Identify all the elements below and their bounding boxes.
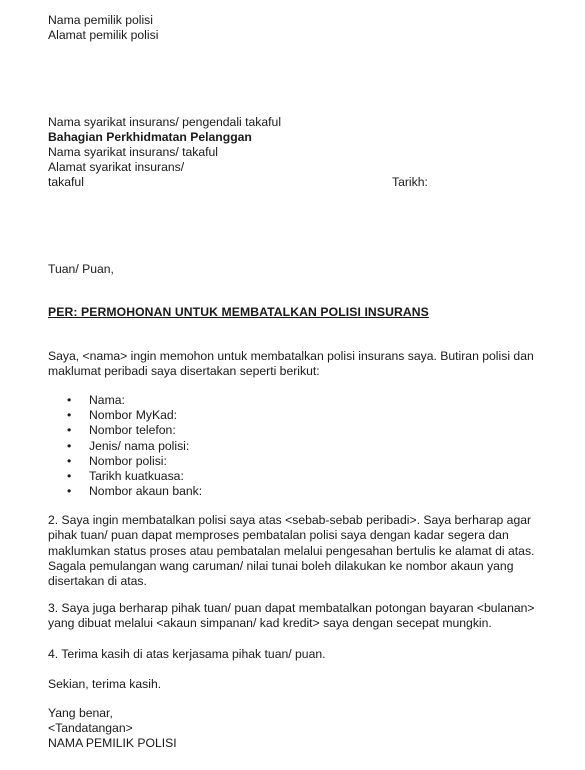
list-item bbox=[48, 484, 202, 499]
list-item bbox=[48, 408, 202, 423]
signoff-name: NAMA PEMILIK POLISI bbox=[48, 736, 177, 750]
list-item bbox=[48, 439, 202, 454]
bullet-icon: • bbox=[67, 453, 72, 468]
bullet-icon: • bbox=[67, 393, 72, 407]
recipient-line-4: Alamat syarikat insurans/ bbox=[48, 160, 185, 174]
list-item bbox=[48, 423, 202, 438]
detail-label: Nombor MyKad: bbox=[89, 408, 178, 423]
signature-placeholder: <Tandatangan> bbox=[48, 721, 133, 735]
bullet-icon: • bbox=[67, 484, 72, 499]
paragraph-line: maklumkan status proses atau pembatalan melalui pengesahan bertulis ke alamat di atas. bbox=[48, 543, 535, 558]
intro-line: maklumat peribadi saya disertakan seperti berikut: bbox=[48, 364, 320, 379]
paragraph-line: pihak tuan/ puan dapat memproses pembatalan polisi saya dengan kadar segera dan bbox=[48, 528, 509, 543]
detail-label: Nama: bbox=[89, 393, 125, 407]
recipient-department: Bahagian Perkhidmatan Pelanggan bbox=[48, 130, 252, 144]
paragraph-line: disertakan di atas. bbox=[48, 574, 147, 589]
list-item bbox=[48, 454, 202, 469]
subject-line: PER: PERMOHONAN UNTUK MEMBATALKAN POLISI INSURANS bbox=[48, 305, 429, 319]
bullet-icon: • bbox=[67, 408, 72, 423]
detail-label: Nombor telefon: bbox=[89, 423, 176, 438]
intro-line: Saya, <nama> ingin memohon untuk membatalkan polisi insurans saya. Butiran polisi dan bbox=[48, 349, 534, 363]
intro-paragraph bbox=[48, 349, 558, 380]
bullet-icon: • bbox=[67, 423, 72, 438]
paragraph-4: 4. Terima kasih di atas kerjasama pihak tuan/ puan. bbox=[48, 647, 326, 661]
bullet-icon: • bbox=[67, 438, 72, 453]
recipient-line-5: takaful bbox=[48, 175, 84, 189]
closing-text: Sekian, terima kasih. bbox=[48, 677, 162, 691]
recipient-line-3: Nama syarikat insurans/ takaful bbox=[48, 145, 219, 159]
date-label: Tarikh: bbox=[392, 175, 428, 189]
signoff-yours: Yang benar, bbox=[48, 706, 113, 720]
bullet-icon: • bbox=[67, 468, 72, 483]
paragraph-line: yang dibuat melalui <akaun simpanan/ kad kredit> saya dengan secepat mungkin. bbox=[48, 616, 492, 631]
sender-address: Alamat pemilik polisi bbox=[48, 28, 159, 42]
detail-label: Jenis/ nama polisi: bbox=[89, 438, 190, 453]
detail-label: Nombor polisi: bbox=[89, 453, 167, 468]
paragraph-line: 2. Saya ingin membatalkan polisi saya atas <sebab-sebab peribadi>. Saya berharap agar bbox=[48, 513, 532, 527]
paragraph-line: Sagala pemulangan wang caruman/ nilai tunai boleh dilakukan ke nombor akaun yang bbox=[48, 558, 514, 573]
detail-label: Nombor akaun bank: bbox=[89, 484, 203, 499]
salutation: Tuan/ Puan, bbox=[48, 262, 114, 276]
list-item bbox=[48, 393, 202, 408]
paragraph-line: 3. Saya juga berharap pihak tuan/ puan dapat membatalkan potongan bayaran <bulanan> bbox=[48, 601, 535, 615]
paragraph-3 bbox=[48, 601, 558, 632]
sender-name: Nama pemilik polisi bbox=[48, 13, 153, 27]
list-item bbox=[48, 469, 202, 484]
recipient-line-1: Nama syarikat insurans/ pengendali takaful bbox=[48, 115, 282, 129]
details-list bbox=[48, 393, 202, 499]
paragraph-2 bbox=[48, 513, 558, 589]
detail-label: Tarikh kuatkuasa: bbox=[89, 468, 184, 483]
